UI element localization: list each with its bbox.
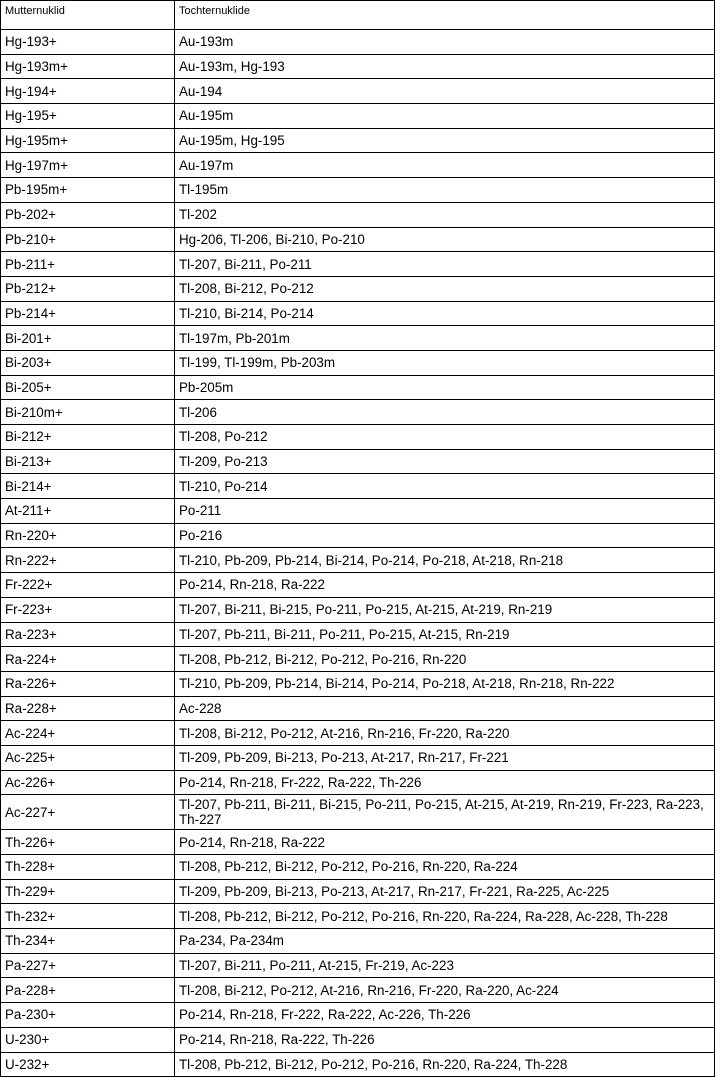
daughter-nuclides-cell: Tl-207, Bi-211, Bi-215, Po-211, Po-215, At-215, At-219, Rn-219 [175,597,715,622]
table-row [1,1052,715,1077]
table-row [1,153,715,178]
daughter-nuclides-cell: Tl-209, Po-213 [175,449,715,474]
table-row [1,523,715,548]
table-row [1,622,715,647]
table-row [1,696,715,721]
parent-nuclide-cell: Bi-203+ [1,350,175,375]
parent-nuclide-cell: Th-234+ [1,929,175,954]
daughter-nuclides-cell: Po-214, Rn-218, Fr-222, Ra-222, Th-226 [175,770,715,795]
daughter-nuclides-cell: Tl-197m, Pb-201m [175,326,715,351]
daughter-nuclides-cell: Po-211 [175,499,715,524]
daughter-nuclides-cell: Po-214, Rn-218, Ra-222 [175,573,715,598]
table-row [1,904,715,929]
table-row [1,79,715,104]
table-row [1,929,715,954]
table-row [1,350,715,375]
parent-nuclide-cell: Pb-211+ [1,252,175,277]
parent-nuclide-cell: Th-232+ [1,904,175,929]
daughter-nuclides-cell: Au-197m [175,153,715,178]
table-row [1,202,715,227]
daughter-nuclides-cell: Tl-208, Pb-212, Bi-212, Po-212, Po-216, Rn-220, Ra-224, Ra-228, Ac-228, Th-228 [175,904,715,929]
table-row [1,1003,715,1028]
daughter-nuclides-cell: Au-195m, Hg-195 [175,128,715,153]
parent-nuclide-cell: Pb-214+ [1,301,175,326]
table-row [1,301,715,326]
daughter-nuclides-cell: Tl-199, Tl-199m, Pb-203m [175,350,715,375]
table-row [1,178,715,203]
parent-nuclide-cell: Bi-210m+ [1,400,175,425]
parent-nuclide-cell: Ac-224+ [1,721,175,746]
daughter-nuclides-cell: Po-214, Rn-218, Ra-222 [175,830,715,855]
parent-nuclide-cell: Pb-210+ [1,227,175,252]
parent-nuclide-cell: Hg-195m+ [1,128,175,153]
daughter-nuclides-cell: Tl-208, Bi-212, Po-212, At-216, Rn-216, Fr-220, Ra-220 [175,721,715,746]
parent-nuclide-cell: Fr-223+ [1,597,175,622]
parent-nuclide-cell: U-230+ [1,1027,175,1052]
table-row [1,573,715,598]
daughter-nuclides-cell: Tl-208, Pb-212, Bi-212, Po-212, Po-216, Rn-220, Ra-224, Th-228 [175,1052,715,1077]
table-row [1,128,715,153]
table-row [1,548,715,573]
table-row [1,449,715,474]
table-row [1,830,715,855]
table-header [1,1,715,30]
daughter-nuclides-cell: Po-214, Rn-218, Ra-222, Th-226 [175,1027,715,1052]
daughter-nuclides-cell: Tl-209, Pb-209, Bi-213, Po-213, At-217, Rn-217, Fr-221 [175,745,715,770]
parent-nuclide-cell: Fr-222+ [1,573,175,598]
parent-nuclide-cell: Pb-195m+ [1,178,175,203]
parent-nuclide-cell: Th-228+ [1,855,175,880]
daughter-nuclides-cell: Tl-208, Po-212 [175,425,715,450]
parent-nuclide-cell: Hg-195+ [1,104,175,129]
table-row [1,326,715,351]
table-body [1,30,715,1077]
daughter-nuclides-cell: Tl-208, Pb-212, Bi-212, Po-212, Po-216, Rn-220 [175,647,715,672]
parent-nuclide-cell: Ac-226+ [1,770,175,795]
parent-nuclide-cell: Th-226+ [1,830,175,855]
daughter-nuclides-cell: Tl-210, Pb-209, Pb-214, Bi-214, Po-214, Po-218, At-218, Rn-218 [175,548,715,573]
daughter-nuclides-cell: Au-193m [175,30,715,55]
daughter-nuclides-cell: Hg-206, Tl-206, Bi-210, Po-210 [175,227,715,252]
daughter-nuclides-cell: Po-214, Rn-218, Fr-222, Ra-222, Ac-226, Th-226 [175,1003,715,1028]
table-row [1,597,715,622]
header-parent-nuclide: Mutternuklid [1,1,175,30]
daughter-nuclides-cell: Tl-207, Bi-211, Po-211 [175,252,715,277]
daughter-nuclides-cell: Tl-202 [175,202,715,227]
parent-nuclide-cell: Pa-227+ [1,953,175,978]
table-row [1,795,715,830]
table-row [1,54,715,79]
table-row [1,855,715,880]
parent-nuclide-cell: Ac-225+ [1,745,175,770]
table-row [1,425,715,450]
table-row [1,978,715,1003]
table-row [1,721,715,746]
parent-nuclide-cell: Rn-220+ [1,523,175,548]
parent-nuclide-cell: Bi-214+ [1,474,175,499]
parent-nuclide-cell: Ra-224+ [1,647,175,672]
table-row [1,474,715,499]
daughter-nuclides-cell: Tl-207, Bi-211, Po-211, At-215, Fr-219, Ac-223 [175,953,715,978]
daughter-nuclides-cell: Tl-207, Pb-211, Bi-211, Bi-215, Po-211, Po-215, At-215, At-219, Rn-219, Fr-223, Ra-223, Th-227 [175,795,715,830]
table-row [1,879,715,904]
daughter-nuclides-cell: Tl-210, Bi-214, Po-214 [175,301,715,326]
parent-nuclide-cell: Hg-193m+ [1,54,175,79]
table-row [1,30,715,55]
header-daughter-nuclides: Tochternuklide [175,1,715,30]
parent-nuclide-cell: Pb-212+ [1,276,175,301]
parent-nuclide-cell: Pa-230+ [1,1003,175,1028]
daughter-nuclides-cell: Tl-195m [175,178,715,203]
parent-nuclide-cell: Ra-228+ [1,696,175,721]
parent-nuclide-cell: Rn-222+ [1,548,175,573]
daughter-nuclides-cell: Tl-210, Pb-209, Pb-214, Bi-214, Po-214, Po-218, At-218, Rn-218, Rn-222 [175,671,715,696]
parent-nuclide-cell: Ra-226+ [1,671,175,696]
header-row [1,1,715,30]
parent-nuclide-cell: Hg-197m+ [1,153,175,178]
parent-nuclide-cell: At-211+ [1,499,175,524]
parent-nuclide-cell: Bi-212+ [1,425,175,450]
table-row [1,252,715,277]
parent-nuclide-cell: Hg-193+ [1,30,175,55]
daughter-nuclides-cell: Au-195m [175,104,715,129]
parent-nuclide-cell: U-232+ [1,1052,175,1077]
daughter-nuclides-cell: Po-216 [175,523,715,548]
parent-nuclide-cell: Th-229+ [1,879,175,904]
table-row [1,1027,715,1052]
daughter-nuclides-cell: Tl-208, Pb-212, Bi-212, Po-212, Po-216, Rn-220, Ra-224 [175,855,715,880]
daughter-nuclides-cell: Tl-207, Pb-211, Bi-211, Po-211, Po-215, At-215, Rn-219 [175,622,715,647]
parent-nuclide-cell: Bi-205+ [1,375,175,400]
daughter-nuclides-cell: Tl-208, Bi-212, Po-212 [175,276,715,301]
table-row [1,647,715,672]
table-row [1,671,715,696]
table-row [1,745,715,770]
parent-nuclide-cell: Ac-227+ [1,795,175,830]
parent-nuclide-cell: Hg-194+ [1,79,175,104]
daughter-nuclides-cell: Pb-205m [175,375,715,400]
table-row [1,276,715,301]
daughter-nuclides-cell: Ac-228 [175,696,715,721]
daughter-nuclides-cell: Tl-210, Po-214 [175,474,715,499]
table-row [1,770,715,795]
daughter-nuclides-cell: Au-194 [175,79,715,104]
daughter-nuclides-cell: Tl-208, Bi-212, Po-212, At-216, Rn-216, Fr-220, Ra-220, Ac-224 [175,978,715,1003]
parent-nuclide-cell: Bi-213+ [1,449,175,474]
table-row [1,104,715,129]
table-row [1,953,715,978]
parent-nuclide-cell: Pb-202+ [1,202,175,227]
table-row [1,375,715,400]
table-row [1,499,715,524]
daughter-nuclides-cell: Au-193m, Hg-193 [175,54,715,79]
parent-nuclide-cell: Bi-201+ [1,326,175,351]
parent-nuclide-cell: Pa-228+ [1,978,175,1003]
daughter-nuclides-cell: Pa-234, Pa-234m [175,929,715,954]
table-row [1,227,715,252]
table-row [1,400,715,425]
parent-nuclide-cell: Ra-223+ [1,622,175,647]
daughter-nuclides-cell: Tl-209, Pb-209, Bi-213, Po-213, At-217, Rn-217, Fr-221, Ra-225, Ac-225 [175,879,715,904]
daughter-nuclides-cell: Tl-206 [175,400,715,425]
